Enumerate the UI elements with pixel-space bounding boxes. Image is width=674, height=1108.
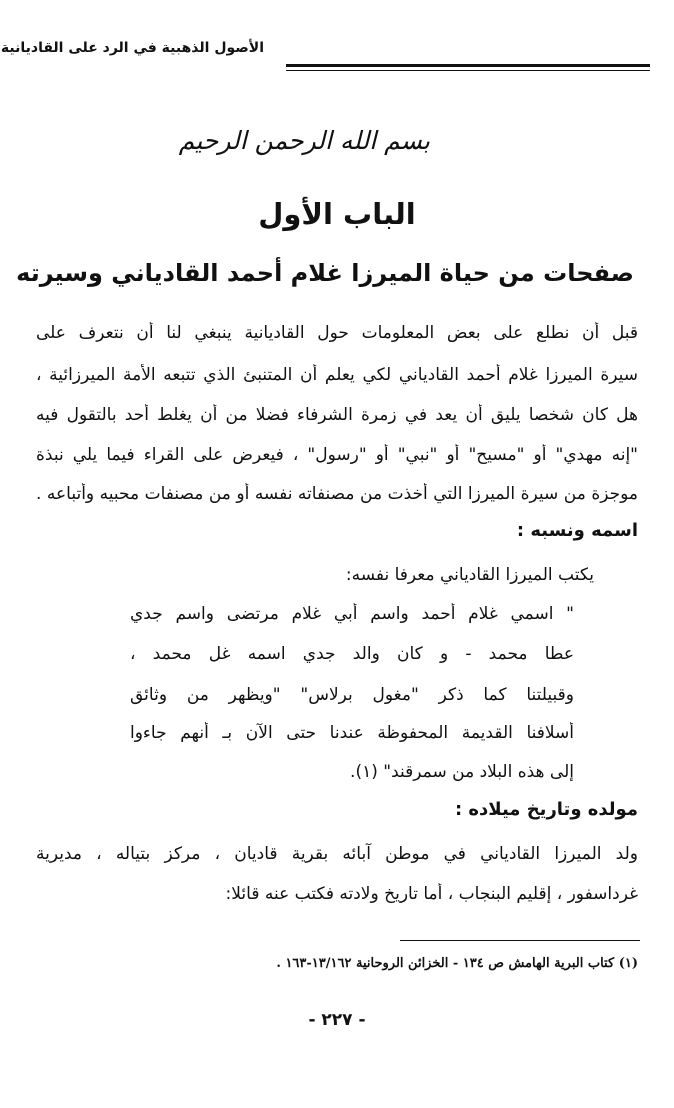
footnote-rule: [400, 940, 640, 941]
section-heading-birth: مولده وتاريخ ميلاده :: [454, 799, 638, 820]
paragraph-line: ولد الميرزا القادياني في موطن آبائه بقرية قاديان ، مركز بتياله ، مديرية: [36, 844, 638, 864]
section-heading-name: اسمه ونسبه :: [516, 520, 638, 541]
paragraph-line: يكتب الميرزا القادياني معرفا نفسه:: [345, 565, 594, 585]
quote-line: عطا محمد - و كان والد جدي اسمه غل محمد ،: [130, 644, 574, 664]
header-rule-thick: [286, 64, 650, 67]
chapter-subtitle: صفحات من حياة الميرزا غلام أحمد القادياني وسيرته: [16, 259, 634, 287]
quote-line: أسلافنا القديمة المحفوظة عندنا حتى الآن بـ أنهم جاءوا: [130, 723, 574, 743]
basmala-calligraphy: بسم الله الرحمن الرحيم: [178, 126, 430, 155]
chapter-title: الباب الأول: [258, 197, 416, 231]
quote-line: إلى هذه البلاد من سمرقند" (١).: [350, 762, 574, 782]
paragraph-line: سيرة الميرزا غلام أحمد القادياني لكي يعلم أن المتنبئ الذي تتبعه الأمة الميرزائية ،: [36, 365, 638, 385]
paragraph-line: غرداسفور ، إقليم البنجاب ، أما تاريخ ولادته فكتب عنه قائلا:: [225, 884, 638, 904]
paragraph-line: "إنه مهدي" أو "مسيح" أو "نبي" أو "رسول" ، فيعرض على القراء فيما يلي نبذة: [36, 445, 638, 465]
paragraph-line: موجزة من سيرة الميرزا التي أخذت من مصنفاته نفسه أو من مصنفات محبيه وأتباعه .: [36, 484, 638, 504]
header-rule-thin: [286, 70, 650, 71]
paragraph-line: هل كان شخصا يليق أن يعد في زمرة الشرفاء فضلا من أن يغلط أحد بالتقول فيه: [36, 405, 638, 425]
footnote: (١) كتاب البرية الهامش ص ١٣٤ - الخزائن الروحانية ١٣/١٦٢-١٦٣ .: [276, 956, 638, 971]
quote-line: " اسمي غلام أحمد واسم أبي غلام مرتضى واسم جدي: [130, 604, 574, 624]
quote-line: وقبيلتنا كما ذكر "مغول برلاس" "ويظهر من وثائق: [130, 685, 574, 705]
running-header-title: الأصول الذهبية في الرد على القاديانية: [0, 40, 264, 56]
page-number: - ٢٢٧ -: [308, 1010, 366, 1030]
paragraph-line: قبل أن نطلع على بعض المعلومات حول القاديانية ينبغي لنا أن نتعرف على: [36, 323, 638, 343]
